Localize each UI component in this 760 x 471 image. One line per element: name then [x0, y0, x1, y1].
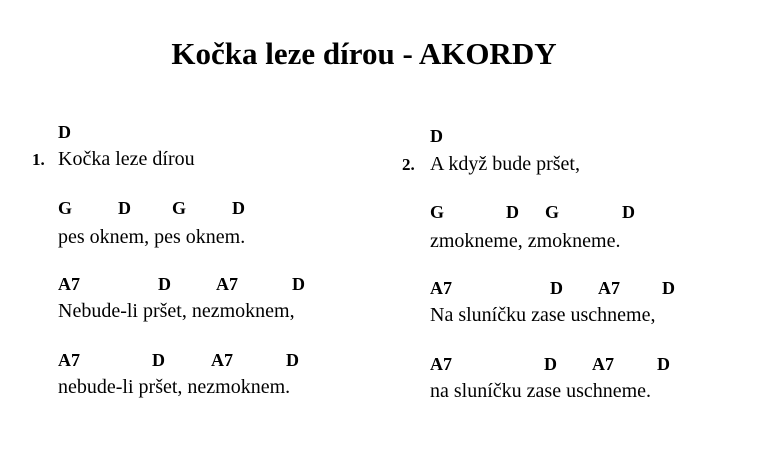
lyric-line: zmokneme, zmokneme. — [430, 230, 621, 252]
lyric-line: Kočka leze dírou — [58, 148, 195, 170]
chord: D — [118, 198, 131, 218]
chord: D — [232, 198, 245, 218]
chord: A7 — [598, 278, 620, 298]
chord: D — [662, 278, 675, 298]
chord: D — [286, 350, 299, 370]
chord: D — [58, 122, 71, 142]
lyric-line: Na sluníčku zase uschneme, — [430, 304, 656, 326]
lyric-line: Nebude-li pršet, nezmoknem, — [58, 300, 295, 322]
lyric-line: nebude-li pršet, nezmoknem. — [58, 376, 291, 398]
page-title: Kočka leze dírou - AKORDY — [171, 36, 557, 71]
lyric-line: na sluníčku zase uschneme. — [430, 380, 652, 402]
chord: A7 — [58, 274, 80, 294]
chord: D — [158, 274, 171, 294]
chord: D — [622, 202, 635, 222]
chord: G — [430, 202, 445, 222]
chord: A7 — [58, 350, 80, 370]
chord: G — [172, 198, 187, 218]
lyric-line: A když bude pršet, — [430, 153, 580, 175]
chord: A7 — [211, 350, 233, 370]
verse-number: 1. — [32, 150, 45, 169]
chord: G — [545, 202, 560, 222]
chord: D — [550, 278, 563, 298]
chord: A7 — [430, 354, 452, 374]
chord: A7 — [592, 354, 614, 374]
chord: D — [152, 350, 165, 370]
chord: D — [544, 354, 557, 374]
verse-number: 2. — [402, 155, 415, 174]
chord: D — [292, 274, 305, 294]
chord: A7 — [216, 274, 238, 294]
chord: G — [58, 198, 73, 218]
chord: A7 — [430, 278, 452, 298]
chord: D — [657, 354, 670, 374]
chord: D — [506, 202, 519, 222]
chord: D — [430, 126, 443, 146]
lyric-line: pes oknem, pes oknem. — [58, 226, 246, 248]
